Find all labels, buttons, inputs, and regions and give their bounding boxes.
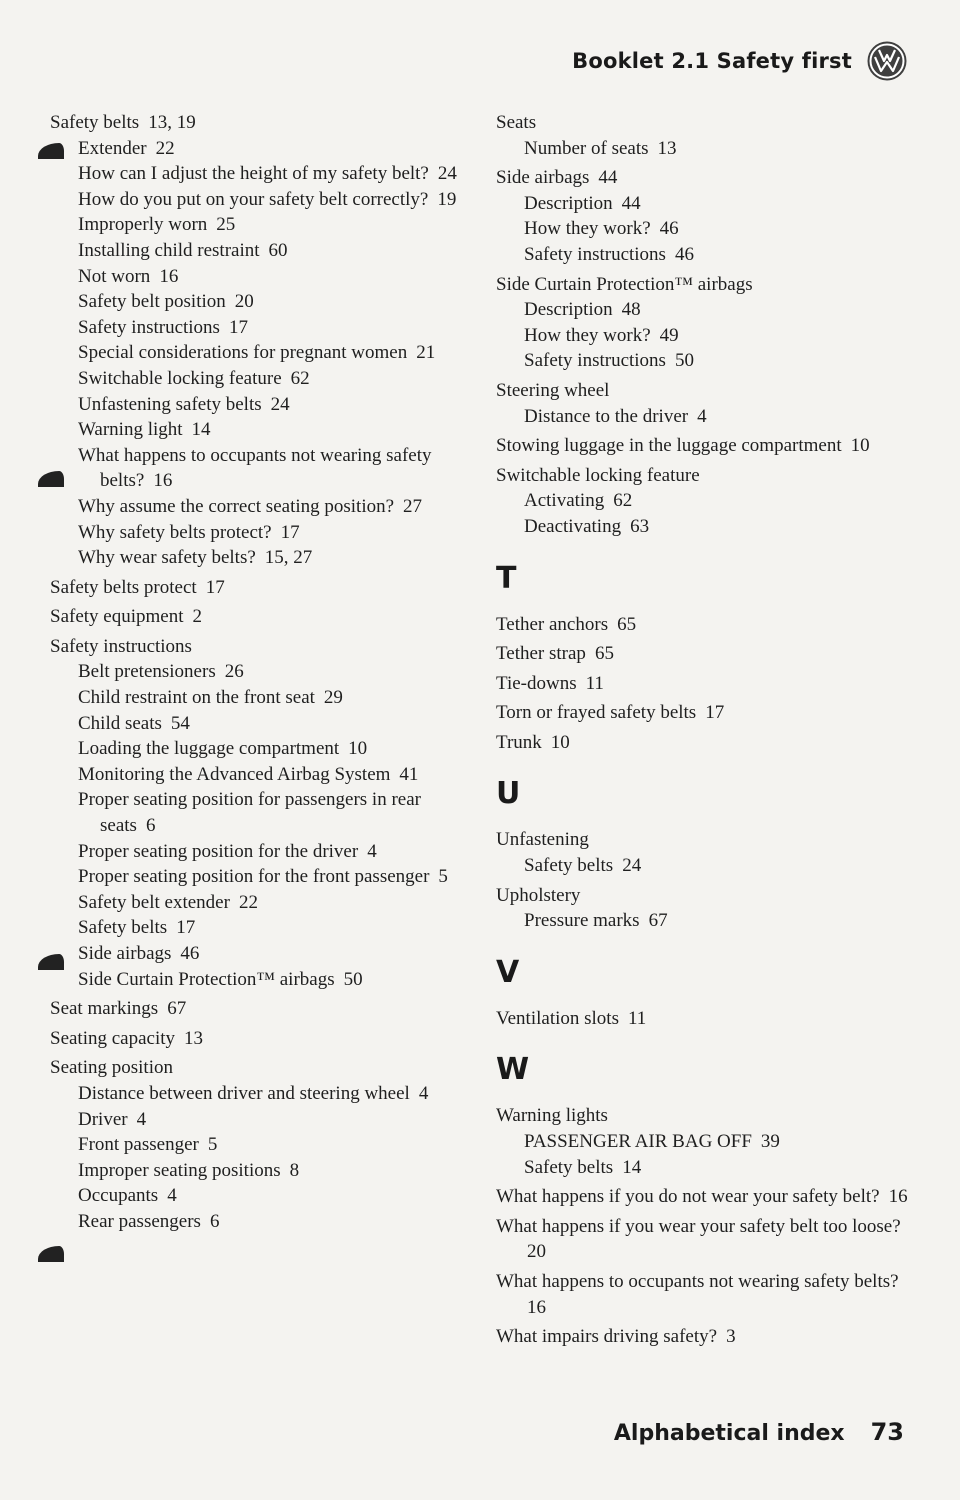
index-term: Safety belts	[78, 917, 168, 939]
index-page-ref: 13, 19	[148, 112, 196, 133]
index-page-ref: 16	[888, 1186, 908, 1208]
index-page-ref: 4	[136, 1108, 147, 1130]
index-entry	[496, 1214, 926, 1265]
index-page-ref: 11	[585, 672, 604, 694]
index-entry	[496, 110, 926, 136]
index-subentry	[50, 443, 480, 494]
index-term: Switchable locking feature	[496, 464, 700, 486]
index-term: Why safety belts protect?	[78, 521, 272, 543]
index-term: Proper seating position for the driver	[78, 840, 359, 862]
index-page-ref: 19	[437, 188, 457, 210]
index-subentry	[50, 1209, 480, 1235]
index-subentry	[496, 216, 926, 242]
index-subentry	[496, 514, 926, 540]
index-page-ref: 6	[209, 1210, 220, 1232]
index-term: What happens if you do not wear your safety belt?	[496, 1186, 880, 1208]
index-term: Why wear safety belts?	[78, 547, 256, 569]
index-page-ref: 41	[399, 763, 419, 785]
index-term: Rear passengers	[78, 1210, 201, 1232]
index-page-ref: 21	[416, 342, 436, 364]
index-subentry	[50, 941, 480, 967]
index-entry	[50, 604, 480, 630]
index-term: Loading the luggage compartment	[78, 738, 340, 760]
index-term: Torn or frayed safety belts	[496, 702, 697, 724]
index-term: Safety instructions	[50, 635, 192, 657]
index-page-ref: 39	[760, 1131, 780, 1153]
index-entry	[496, 165, 926, 191]
index-page-ref: 62	[290, 367, 310, 389]
index-term: Proper seating position for the front passenger	[78, 866, 430, 888]
index-page-ref: 17	[228, 316, 248, 338]
index-term: Front passenger	[78, 1134, 199, 1156]
index-page-ref: 14	[622, 1156, 642, 1178]
index-page-ref: 44	[621, 192, 641, 214]
index-term: Pressure marks	[524, 910, 640, 932]
index-entry	[496, 433, 926, 459]
index-page-ref: 67	[167, 998, 187, 1020]
index-subentry	[50, 915, 480, 941]
index-subentry	[50, 315, 480, 341]
index-page-ref: 17	[280, 521, 300, 543]
index-term: Description	[524, 192, 613, 214]
index-subentry	[50, 787, 480, 838]
index-entry	[496, 463, 926, 489]
index-term: How they work?	[524, 324, 651, 346]
index-subentry	[50, 1183, 480, 1209]
index-page-ref: 10	[850, 435, 870, 457]
index-page-ref: 60	[268, 239, 288, 261]
index-term: Safety belts	[50, 112, 140, 133]
index-subentry	[50, 238, 480, 264]
index-subentry	[50, 890, 480, 916]
index-page-ref: 5	[438, 866, 448, 888]
index-page-ref: 26	[224, 661, 244, 683]
index-entry	[496, 378, 926, 404]
index-entry	[496, 1006, 926, 1032]
index-page-ref: 17	[205, 576, 225, 598]
index-entry	[50, 634, 480, 660]
index-page-ref: 11	[627, 1007, 647, 1029]
index-page-ref: 46	[674, 243, 694, 265]
index-letter-heading: U	[496, 776, 521, 812]
index-term: Extender	[78, 137, 147, 159]
index-page-ref: 24	[437, 163, 457, 185]
index-subentry	[50, 1158, 480, 1184]
index-page-ref: 15, 27	[264, 547, 313, 569]
index-page-ref: 25	[216, 214, 236, 236]
index-subentry	[50, 711, 480, 737]
index-term: Special considerations for pregnant women	[78, 342, 408, 364]
index-term: What happens to occupants not wearing safety belts?	[78, 444, 432, 492]
index-term: Safety equipment	[50, 606, 184, 628]
index-subentry	[50, 161, 480, 187]
index-subentry	[50, 520, 480, 546]
index-term: Switchable locking feature	[78, 367, 282, 389]
index-page-ref: 20	[234, 291, 254, 313]
index-subentry	[50, 494, 480, 520]
index-page-ref: 22	[155, 137, 175, 159]
index-entry	[50, 996, 480, 1022]
index-page-ref: 4	[418, 1082, 429, 1104]
index-page-ref: 4	[697, 405, 707, 427]
index-term: Warning lights	[496, 1105, 608, 1127]
index-page-ref: 20	[527, 1241, 546, 1263]
index-term: Side airbags	[78, 943, 172, 964]
index-subentry	[496, 1129, 926, 1155]
index-column-left	[50, 110, 480, 1235]
index-term: Seats	[496, 112, 537, 133]
index-entry	[496, 1269, 926, 1320]
index-term: Monitoring the Advanced Airbag System	[78, 763, 391, 785]
page-number: 73	[870, 1418, 904, 1446]
index-term: What impairs driving safety?	[496, 1326, 718, 1348]
index-term: Unfastening	[496, 829, 589, 851]
index-entry	[496, 1103, 926, 1129]
index-page-ref: 24	[622, 855, 642, 877]
index-term: Occupants	[78, 1185, 159, 1207]
index-term: Improper seating positions	[78, 1159, 281, 1181]
index-term: Side Curtain Protection™ airbags	[78, 968, 335, 990]
index-term: Improperly worn	[78, 214, 208, 236]
index-page-ref: 2	[192, 606, 202, 628]
index-page-ref: 24	[270, 393, 290, 415]
index-term: Side Curtain Protection™ airbags	[496, 273, 753, 295]
index-entry	[496, 671, 926, 697]
index-term: Safety belts	[524, 855, 614, 877]
vw-logo-icon	[866, 40, 908, 82]
index-term: Safety instructions	[524, 350, 666, 372]
index-page-ref: 44	[598, 167, 618, 189]
index-column-right	[496, 110, 926, 1350]
index-page-ref: 67	[648, 910, 668, 932]
index-term: How they work?	[524, 218, 651, 240]
index-page-ref: 48	[621, 299, 641, 321]
index-page-ref: 27	[403, 495, 423, 517]
index-subentry	[496, 1155, 926, 1181]
index-page-ref: 16	[159, 265, 179, 287]
index-term: Side airbags	[496, 167, 590, 189]
index-term: Warning light	[78, 419, 183, 441]
index-page-ref: 65	[594, 643, 614, 665]
index-entry	[496, 730, 926, 756]
index-term: Distance to the driver	[524, 405, 689, 427]
index-entry	[496, 883, 926, 909]
index-entry	[496, 827, 926, 853]
index-subentry	[496, 136, 926, 162]
index-page-ref: 13	[184, 1027, 204, 1049]
index-subentry	[496, 348, 926, 374]
index-subentry	[50, 967, 480, 993]
index-term: Child seats	[78, 712, 162, 734]
index-page-ref: 5	[207, 1134, 218, 1156]
index-subentry	[50, 264, 480, 290]
index-page-ref: 8	[289, 1159, 300, 1181]
index-subentry	[496, 404, 926, 430]
index-subentry	[496, 242, 926, 268]
index-entry	[496, 700, 926, 726]
index-page-ref: 10	[550, 731, 570, 753]
index-page-ref: 63	[630, 515, 650, 537]
index-term: Driver	[78, 1108, 128, 1130]
index-entry	[496, 612, 926, 638]
page-footer	[614, 1418, 904, 1446]
index-page-ref: 4	[167, 1185, 177, 1207]
index-subentry	[50, 839, 480, 865]
index-term: How do you put on your safety belt correctly?	[78, 188, 429, 210]
index-page-ref: 46	[659, 218, 679, 240]
index-term: Safety instructions	[524, 243, 666, 265]
index-term: Steering wheel	[496, 379, 610, 401]
index-subentry	[496, 191, 926, 217]
index-term: Safety instructions	[78, 316, 220, 338]
index-term: Tether strap	[496, 643, 586, 665]
index-term: Installing child restraint	[78, 239, 260, 261]
index-entry	[496, 272, 926, 298]
index-subentry	[50, 685, 480, 711]
index-subentry	[496, 297, 926, 323]
index-term: Ventilation slots	[496, 1007, 619, 1029]
index-page-ref: 4	[367, 840, 377, 862]
index-entry	[496, 1184, 926, 1210]
index-page-ref: 13	[657, 137, 677, 159]
index-term: What happens if you wear your safety belt too loose?	[496, 1215, 901, 1237]
index-term: What happens to occupants not wearing safety belts?	[496, 1271, 899, 1292]
index-subentry	[50, 187, 480, 213]
index-page-ref: 22	[238, 891, 258, 913]
index-entry	[496, 1324, 926, 1350]
index-subentry	[50, 392, 480, 418]
index-term: Why assume the correct seating position?	[78, 495, 395, 517]
index-page-ref: 17	[176, 917, 196, 939]
index-letter-heading: W	[496, 1052, 530, 1088]
index-page-ref: 10	[348, 738, 368, 760]
index-subentry	[50, 1107, 480, 1133]
index-term: Activating	[524, 490, 605, 512]
booklet-title: Booklet 2.1 Safety first	[572, 49, 852, 73]
index-subentry	[50, 1081, 480, 1107]
index-subentry	[496, 488, 926, 514]
index-subentry	[50, 545, 480, 571]
index-page-ref: 50	[674, 350, 694, 372]
index-subentry	[50, 736, 480, 762]
index-subentry	[50, 659, 480, 685]
index-page-ref: 29	[323, 687, 343, 709]
index-letter-heading: V	[496, 954, 520, 990]
index-term: Upholstery	[496, 884, 581, 906]
index-page-ref: 49	[659, 324, 679, 346]
section-title: Alphabetical index	[613, 1421, 845, 1446]
index-page-ref: 16	[527, 1296, 546, 1318]
index-term: Not worn	[78, 265, 151, 287]
index-term: Child restraint on the front seat	[78, 687, 315, 709]
index-subentry	[50, 212, 480, 238]
index-page-ref: 17	[705, 702, 725, 724]
index-page-ref: 46	[180, 943, 200, 964]
index-term: Seating capacity	[50, 1027, 176, 1049]
index-page-ref: 14	[191, 419, 211, 441]
index-term: Number of seats	[524, 137, 649, 159]
index-term: Safety belt extender	[78, 891, 230, 913]
index-page-ref: 6	[145, 815, 156, 837]
margin-mark	[38, 1246, 64, 1262]
index-entry	[50, 575, 480, 601]
index-subentry	[50, 1132, 480, 1158]
index-entry	[496, 641, 926, 667]
index-entry	[50, 1026, 480, 1052]
index-term: Stowing luggage in the luggage compartment	[496, 435, 842, 457]
index-entry	[50, 110, 480, 136]
index-term: Tie-downs	[496, 672, 577, 694]
index-subentry	[496, 323, 926, 349]
index-page-ref: 50	[343, 968, 363, 990]
index-term: PASSENGER AIR BAG OFF	[524, 1131, 752, 1153]
index-term: Tether anchors	[496, 613, 609, 635]
index-term: Unfastening safety belts	[78, 393, 262, 415]
index-subentry	[50, 864, 480, 890]
index-letter-heading: T	[496, 560, 517, 596]
index-page-ref: 3	[726, 1326, 736, 1348]
index-term: Safety belts	[524, 1156, 614, 1178]
index-subentry	[50, 340, 480, 366]
index-term: Description	[524, 299, 613, 321]
page-header	[572, 40, 908, 82]
index-page-ref: 54	[170, 712, 190, 734]
index-term: Seating position	[50, 1057, 173, 1079]
index-page-ref: 65	[617, 613, 637, 635]
index-subentry	[50, 417, 480, 443]
index-page-ref: 16	[153, 470, 173, 492]
index-subentry	[50, 366, 480, 392]
index-term: Seat markings	[50, 998, 159, 1020]
index-subentry	[50, 762, 480, 788]
index-term: Safety belts protect	[50, 576, 197, 598]
index-subentry	[496, 853, 926, 879]
index-subentry	[50, 289, 480, 315]
index-term: Distance between driver and steering wheel	[78, 1082, 410, 1104]
index-page-ref: 62	[613, 490, 633, 512]
index-subentry	[496, 908, 926, 934]
index-term: How can I adjust the height of my safety belt?	[78, 163, 429, 185]
index-term: Trunk	[496, 731, 542, 753]
index-entry	[50, 1055, 480, 1081]
index-term: Proper seating position for passengers in rear seats	[78, 789, 421, 837]
index-term: Safety belt position	[78, 291, 226, 313]
index-term: Belt pretensioners	[78, 661, 216, 683]
index-subentry	[50, 136, 480, 162]
index-term: Deactivating	[524, 515, 622, 537]
